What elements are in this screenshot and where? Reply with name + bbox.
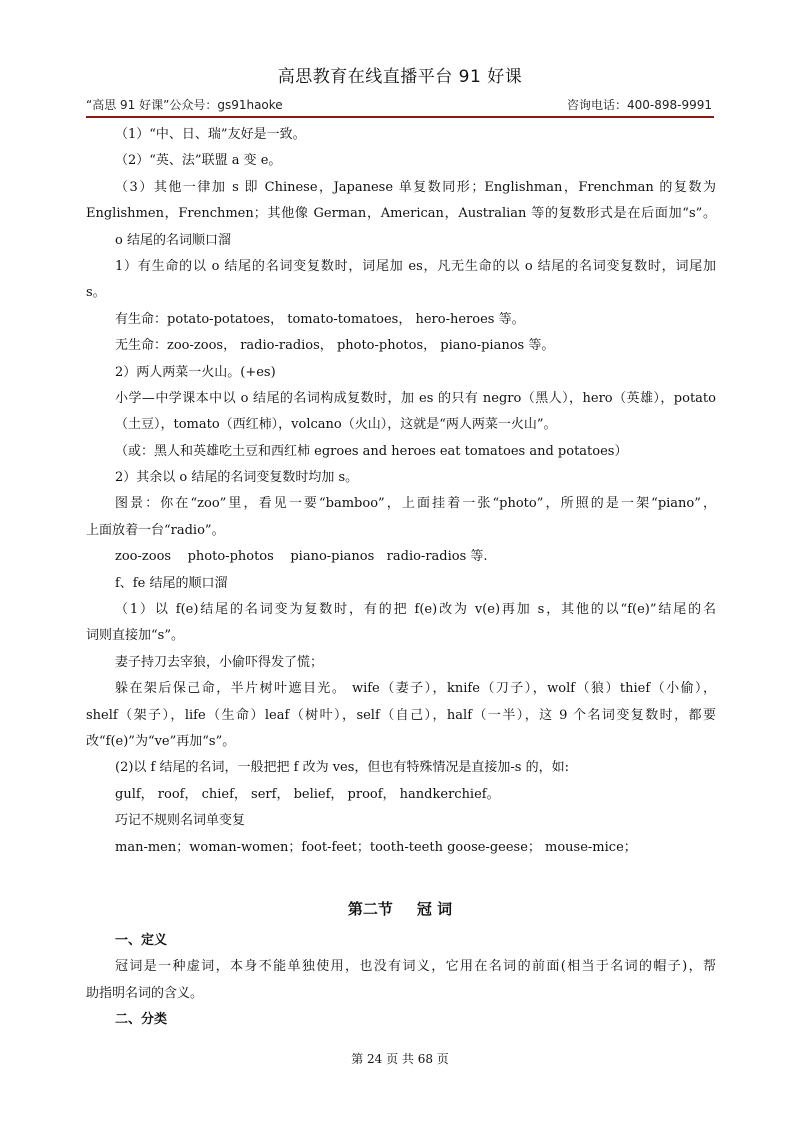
text-line: f、fe 结尾的顺口溜 — [115, 575, 228, 591]
text-line: 妻子持刀去宰狼，小偷吓得发了慌； — [115, 654, 324, 670]
text-line: （1）“中、日、瑞”友好是一致。 — [115, 127, 306, 142]
definition-text-line: 冠词是一种虚词，本身不能单独使用，也没有词义，它用在名词的前面(相当于名词的帽子)，帮 — [115, 959, 716, 975]
text-line: s。 — [86, 285, 106, 301]
text-line: 改“f(e)”为“ve”再加“s”。 — [86, 733, 236, 749]
text-line: 1）有生命的以 o 结尾的名词变复数时，词尾加 es，凡无生命的以 o 结尾的名词变复数时，词尾加 — [115, 258, 716, 274]
text-line: 小学—中学课本中以 o 结尾的名词构成复数时，加 es 的只有 negro（黑人），hero（英雄），potato — [115, 390, 716, 406]
text-line: (2)以 f 结尾的名词，一般把把 f 改为 ves，但也有特殊情况是直接加-s 的，如: — [115, 760, 569, 776]
text-line: 有生命：potato-potatoes， tomato-tomatoes， hero-heroes 等。 — [115, 311, 525, 327]
text-line: 巧记不规则名词单变复 — [115, 813, 246, 829]
text-line: 躲在架后保己命，半片树叶遮目光。 wife（妻子），knife（刀子），wolf（狼）thief（小偷）， — [115, 681, 716, 697]
text-line: gulf， roof， chief， serf， belief， proof， handkerchief。 — [115, 786, 500, 802]
text-line: 图景：你在“zoo”里，看见一要“bamboo”，上面挂着一张“photo”，所照的是一架“piano”， — [115, 496, 716, 512]
text-line: zoo-zoos photo-photos piano-pianos radio-radios 等. — [115, 549, 488, 565]
header-phone: 咨询电话：400-898-9991 — [566, 98, 712, 112]
page-number: 第 24 页 共 68 页 — [351, 1052, 449, 1066]
header-wechat-account: “高思 91 好课”公众号：gs91haoke — [86, 98, 283, 112]
text-line: （3）其他一律加 s 即 Chinese，Japanese 单复数同形；Englishman，Frenchman 的复数为 — [115, 179, 716, 195]
text-line: o 结尾的名词顺口溜 — [115, 232, 231, 248]
header-divider — [86, 116, 714, 118]
body-text — [86, 122, 716, 861]
definition-heading: 一、定义 — [115, 933, 168, 948]
text-line: 2）其余以 o 结尾的名词变复数时均加 s。 — [115, 470, 359, 486]
text-line: 2）两人两菜一火山。(+es) — [115, 364, 276, 380]
text-line: shelf（架子），life（生命）leaf（树叶），self（自己），half（一半），这 9 个名词变复数时，都要 — [86, 707, 716, 723]
text-line: Englishmen，Frenchmen；其他像 German，American，Australian 等的复数形式是在后面加“s”。 — [86, 206, 716, 222]
section-name: 冠 词 — [416, 900, 453, 918]
header-title: 高思教育在线直播平台 91 好课 — [277, 67, 523, 87]
text-line: 词则直接加“s”。 — [86, 628, 184, 644]
section-number: 第二节 — [347, 900, 393, 918]
text-line: （土豆），tomato（西红柿），volcano（火山），这就是“两人两菜一火山”。 — [115, 417, 557, 433]
text-line: （1）以 f(e)结尾的名词变为复数时，有的把 f(e)改为 v(e)再加 s，其他的以“f(e)”结尾的名 — [115, 602, 716, 618]
text-line: 无生命：zoo-zoos， radio-radios， photo-photos， piano-pianos 等。 — [115, 338, 555, 354]
section-body — [86, 928, 716, 1034]
text-line: （或：黑人和英雄吃土豆和西红柿 egroes and heroes eat tomatoes and potatoes） — [115, 443, 628, 459]
text-line: man-men；woman-women；foot-feet；tooth-teeth goose-geese； mouse-mice； — [115, 839, 637, 855]
definition-text-line: 助指明名词的含义。 — [86, 985, 204, 1001]
text-line: （2）“英、法”联盟 a 变 e。 — [115, 153, 282, 169]
text-line: 上面放着一台“radio”。 — [86, 522, 225, 538]
section-title — [0, 898, 800, 919]
classification-heading: 二、分类 — [115, 1012, 168, 1028]
